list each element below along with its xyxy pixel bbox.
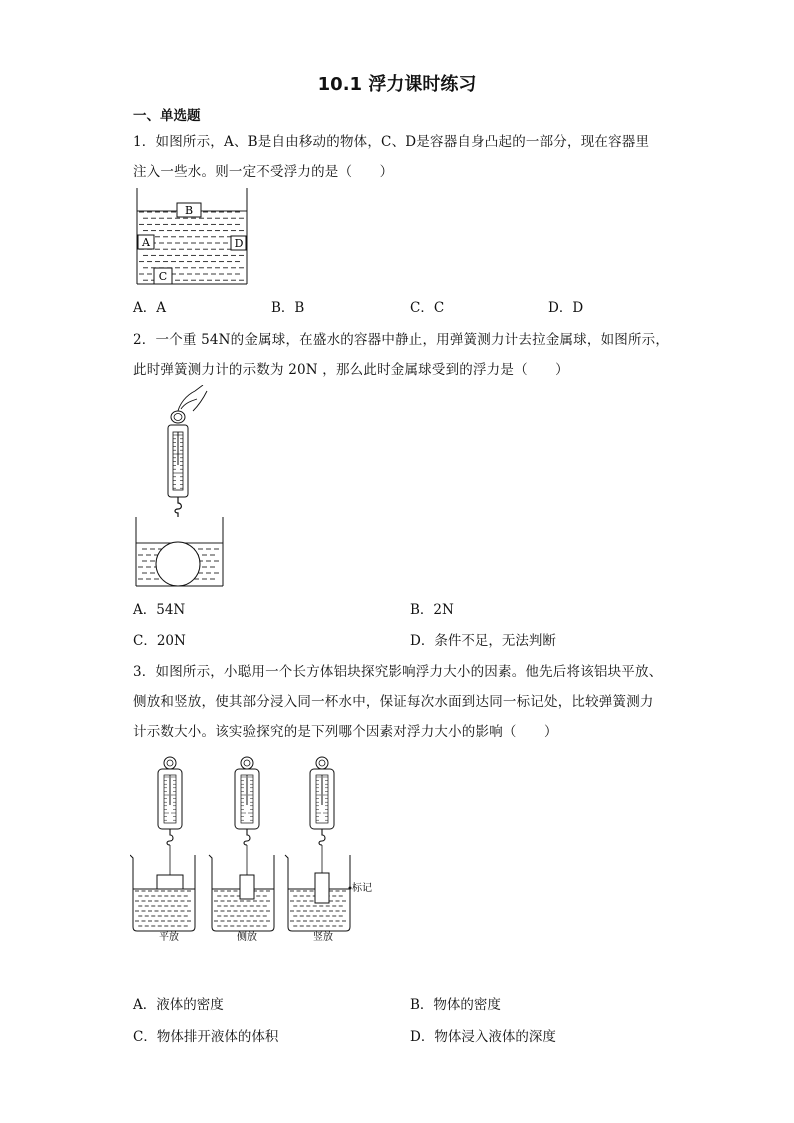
q3-text-line1: 3．如图所示，小聪用一个长方体铝块探究影响浮力大小的因素。他先后将该铝块平放、 — [133, 664, 663, 680]
bump-d — [231, 236, 246, 250]
section-heading: 一、单选题 — [133, 108, 201, 124]
q2-text-line1: 2．一个重 54N的金属球，在盛水的容器中静止，用弹簧测力计去拉金属球，如图所示， — [133, 332, 670, 348]
page-title: 10.1 浮力课时练习 — [317, 74, 477, 95]
q1-text-line1: 1．如图所示，A、B是自由移动的物体，C、D是容器自身凸起的一部分，现在容器里 — [133, 134, 650, 150]
label-d: D — [234, 237, 244, 250]
caption-upright: 竖放 — [313, 932, 333, 943]
setup-1 — [130, 757, 195, 931]
q1-option-d[interactable]: D．D — [548, 300, 584, 316]
q2-figure-spring-scale — [133, 385, 233, 590]
q3-figure-three-setups — [130, 755, 380, 950]
caption-flat: 平放 — [159, 932, 179, 943]
q1-text-line2: 注入一些水。则一定不受浮力的是（ ） — [133, 164, 394, 180]
q3-option-b[interactable]: B．物体的密度 — [410, 997, 501, 1013]
object-a — [138, 235, 154, 249]
q3-option-a[interactable]: A．液体的密度 — [133, 997, 224, 1013]
q1-option-c[interactable]: C．C — [410, 300, 445, 316]
object-b — [177, 203, 201, 217]
q3-text-line3: 计示数大小。该实验探究的是下列哪个因素对浮力大小的影响（ ） — [133, 724, 558, 740]
caption-side: 侧放 — [237, 932, 257, 943]
q3-option-c[interactable]: C．物体排开液体的体积 — [133, 1029, 279, 1045]
label-b: B — [184, 204, 194, 217]
q3-option-d[interactable]: D．物体浸入液体的深度 — [410, 1029, 556, 1045]
setup-2 — [209, 757, 274, 931]
q3-text-line2: 侧放和竖放，使其部分浸入同一杯水中，保证每次水面到达同一标记处，比较弹簧测力 — [133, 694, 654, 710]
q1-figure-container — [132, 188, 252, 288]
q1-option-b[interactable]: B．B — [271, 300, 305, 316]
q2-option-d[interactable]: D．条件不足，无法判断 — [410, 633, 556, 649]
q2-option-a[interactable]: A．54N — [133, 602, 186, 618]
mark-label: 标记 — [352, 883, 372, 894]
q2-option-b[interactable]: B．2N — [410, 602, 454, 618]
label-a: A — [142, 236, 150, 249]
q2-text-line2: 此时弹簧测力计的示数为 20N ，那么此时金属球受到的浮力是（ ） — [133, 362, 569, 378]
bump-c — [154, 268, 172, 284]
label-c: C — [158, 270, 168, 283]
metal-ball — [156, 542, 200, 586]
setup-3 — [285, 757, 350, 931]
q2-option-c[interactable]: C．20N — [133, 633, 186, 649]
q1-option-a[interactable]: A．A — [133, 300, 166, 316]
